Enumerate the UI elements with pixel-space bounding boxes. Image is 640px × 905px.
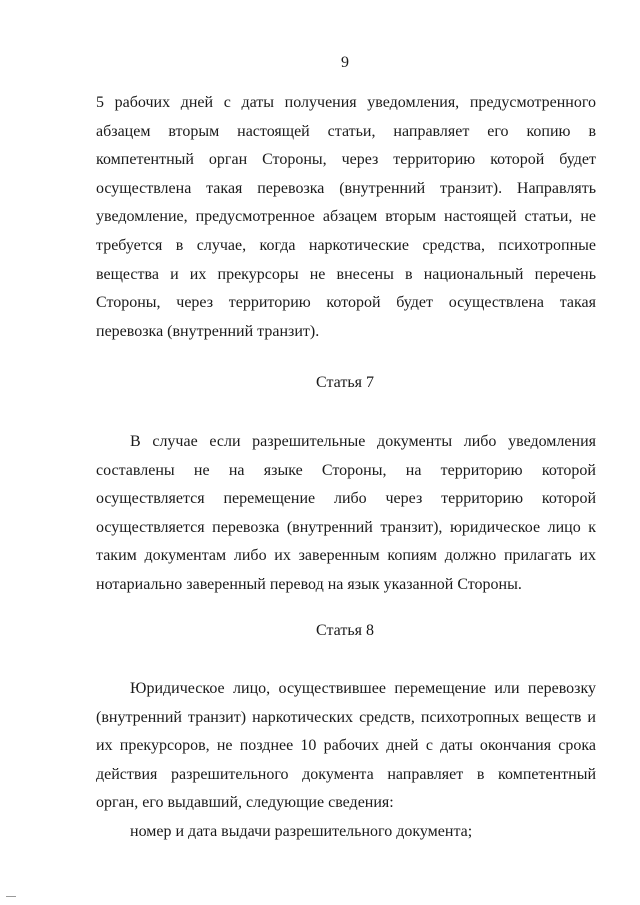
text-line: нотариально заверенный перевод на язык указанной Стороны. <box>96 575 522 593</box>
text-line: таким документам либо их заверенным копиям должно прилагать их <box>96 547 596 565</box>
text-line: осуществляется перевозка (внутренний транзит), юридическое лицо к <box>96 518 596 536</box>
text-line: компетентный орган Стороны, через территорию которой будет <box>96 151 596 169</box>
article-8-paragraph <box>96 675 596 818</box>
text-line: вещества и их прекурсоры не внесены в национальный перечень <box>96 265 596 283</box>
text-line: (внутренний транзит) наркотических средств, психотропных веществ и <box>96 708 596 726</box>
text-line: осуществляется перемещение либо через территорию которой <box>96 490 596 508</box>
paragraph-continuation <box>96 89 596 346</box>
text-line: абзацем вторым настоящей статьи, направляет его копию в <box>96 122 596 140</box>
text-line: Юридическое лицо, осуществившее перемещение или перевозку <box>130 680 596 697</box>
text-line: осуществлена такая перевозка (внутренний транзит). Направлять <box>96 179 596 197</box>
article-7-paragraph <box>96 428 596 600</box>
text-line: Стороны, через территорию которой будет осуществлена такая <box>96 294 596 312</box>
article-7-heading: Статья 7 <box>316 374 374 391</box>
text-line: 5 рабочих дней с даты получения уведомления, предусмотренного <box>96 94 596 111</box>
text-line: их прекурсоров, не позднее 10 рабочих дней с даты окончания срока <box>96 737 596 755</box>
text-line: номер и дата выдачи разрешительного документа; <box>130 823 473 840</box>
page-number: 9 <box>341 54 349 71</box>
text-line: требуется в случае, когда наркотические средства, психотропные <box>96 236 596 254</box>
text-line: В случае если разрешительные документы либо уведомления <box>130 433 596 450</box>
text-line: орган, его выдавший, следующие сведения: <box>96 794 394 812</box>
text-line: составлены не на языке Стороны, на территорию которой <box>96 461 596 479</box>
text-line: действия разрешительного документа направляет в компетентный <box>96 765 596 783</box>
article-8-heading: Статья 8 <box>316 622 374 639</box>
text-line: уведомление, предусмотренное абзацем вторым настоящей статьи, не <box>96 208 596 226</box>
list-item-paragraph <box>96 818 596 847</box>
scan-artifact <box>6 896 16 897</box>
text-line: перевозка (внутренний транзит). <box>96 322 320 340</box>
